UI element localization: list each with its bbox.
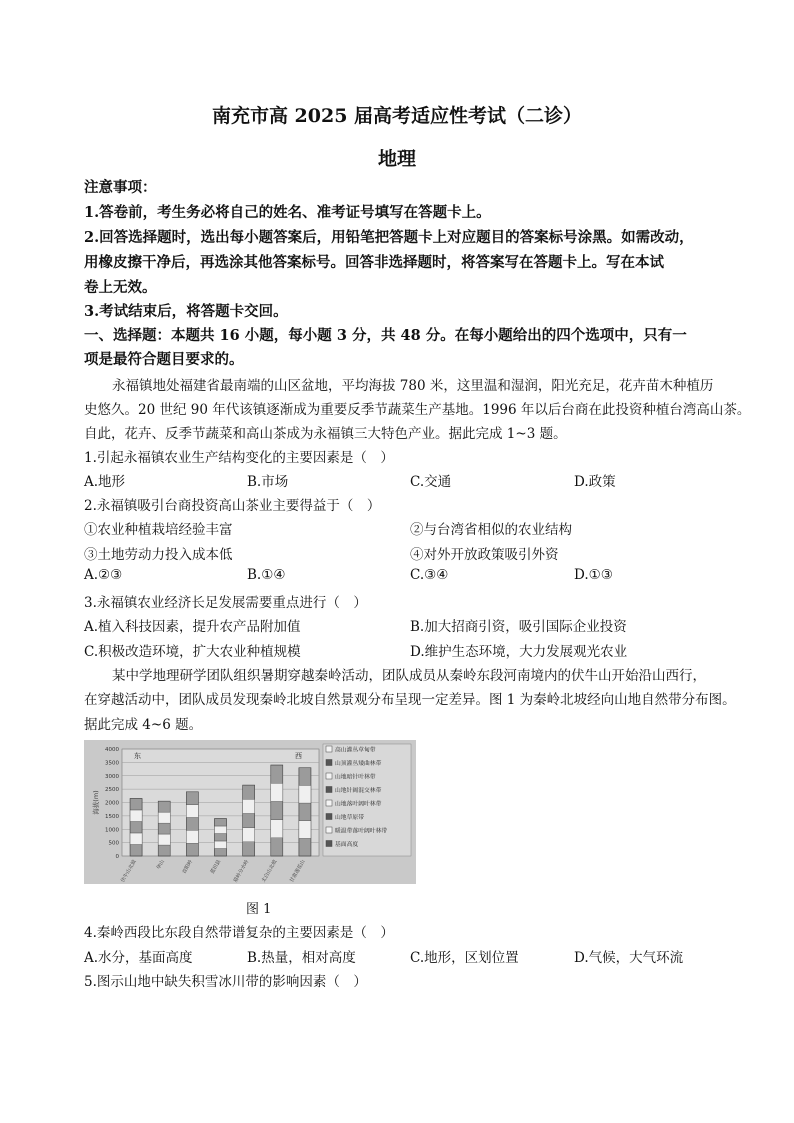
legend-swatch [326,760,332,766]
legend-label: 山地针阔混交林带 [335,788,382,794]
bar-band [243,842,255,856]
bar-band [215,819,227,826]
legend-swatch [326,746,332,752]
direction-east-label: 东 [134,752,141,760]
legend-swatch [326,787,332,793]
bar-band [186,792,198,805]
note-item: 1.答卷前，考生务必将自己的姓名、准考证号填写在答题卡上。 [84,204,491,221]
bar-band [158,845,170,856]
legend-label: 高山灌丛草甸带 [335,747,376,754]
bar-band [243,799,255,813]
legend-label: 山地暗针叶林带 [335,774,376,781]
notes-heading: 注意事项： [84,179,157,196]
chart-svg [84,740,416,884]
bar-band [130,810,142,822]
bar-band [130,844,142,856]
bar-band [130,833,142,845]
legend-label: 山地草原带 [335,815,364,821]
bar-band [271,838,283,856]
page-title: 南充市高 2025 届高考适应性考试（二诊） [211,105,583,127]
bar-band [215,834,227,841]
bar-band [186,817,198,830]
bar-band [243,785,255,799]
figure-caption: 图 1 [246,902,272,917]
note-item: 2.回答选择题时，选出每小题答案后，用铅笔把答题卡上对应题目的答案标号涂黑。如需改动， [84,229,694,246]
bar-band [158,801,170,812]
option-c[interactable]: C.积极改造环境，扩大农业种植规模 [84,644,301,660]
legend-label: 基面高度 [335,842,359,848]
option-a[interactable]: A.水分，基面高度 [84,950,193,966]
option-c[interactable]: C.③④ [410,567,449,583]
legend-swatch [326,827,332,833]
bar-band [271,801,283,819]
passage-line: 某中学地理研学团队组织暑期穿越秦岭活动，团队成员从秦岭东段河南境内的伏牛山开始沿山西行， [112,668,706,684]
statement-item: ③土地劳动力投入成本低 [84,547,233,563]
x-tick-label: 华山 [155,859,166,871]
direction-west-label: 西 [295,752,302,760]
bar-band [158,834,170,845]
question-stem: 3.永福镇农业经济长足发展需要重点进行（ ） [84,595,367,611]
option-b[interactable]: B.热量，相对高度 [247,950,356,966]
option-c[interactable]: C.地形，区划位置 [410,950,519,966]
legend-label: 暖温带落叶阔叶林带 [335,828,388,835]
option-c[interactable]: C.交通 [410,474,452,490]
legend-swatch [326,841,332,847]
statement-item: ①农业种植栽培经验丰富 [84,522,233,538]
passage-line: 自此，花卉、反季节蔬菜和高山茶成为永福镇三大特色产业。据此完成 1~3 题。 [84,426,567,442]
bar-band [299,785,311,803]
bar-band [158,812,170,823]
bar-band [186,843,198,856]
bar-band [130,798,142,810]
section-heading: 一、选择题：本题共 16 小题，每小题 3 分，共 48 分。在每小题给出的四个选项中，只有一 [84,327,687,344]
y-tick-label: 3000 [105,773,119,780]
bar-band [299,768,311,786]
y-tick-label: 2000 [105,800,119,807]
question-stem: 4.秦岭西段比东段自然带谱复杂的主要因素是（ ） [84,925,394,941]
bar-band [299,803,311,821]
passage-line: 据此完成 4~6 题。 [84,717,203,733]
option-a[interactable]: A.②③ [84,567,123,583]
option-a[interactable]: A.植入科技因素，提升农产品附加值 [84,619,301,635]
option-d[interactable]: D.①③ [574,567,613,583]
note-item: 卷上无效。 [84,279,157,296]
bar-band [243,828,255,842]
option-d[interactable]: D.气候，大气环流 [574,950,684,966]
bar-band [215,841,227,848]
passage-line: 永福镇地处福建省最南端的山区盆地，平均海拔 780 米，这里温和湿润，阳光充足，花卉苗木种植历 [112,378,714,394]
y-tick-label: 4000 [105,747,119,753]
y-tick-label: 2500 [105,787,119,794]
x-tick-label: 首阳岭 [181,859,195,876]
bar-band [299,821,311,839]
option-b[interactable]: B.市场 [247,474,289,490]
x-tick-label: 伏牛山北坡 [120,859,138,884]
legend-swatch [326,800,332,806]
bar-band [271,765,283,783]
y-tick-label: 500 [108,840,119,847]
y-tick-label: 0 [115,854,119,860]
y-tick-label: 1000 [105,827,119,834]
question-stem: 5.图示山地中缺失积雪冰川带的影响因素（ ） [84,974,367,990]
subject-title: 地理 [377,148,416,170]
bar-band [158,823,170,834]
bar-band [271,820,283,838]
legend-swatch [326,773,332,779]
passage-line: 史悠久。20 世纪 90 年代该镇逐渐成为重要反季节蔬菜生产基地。1996 年以后台商在此投资种植台湾高山茶。 [84,402,751,418]
question-stem: 1.引起永福镇农业生产结构变化的主要因素是（ ） [84,450,394,466]
question-stem: 2.永福镇吸引台商投资高山茶业主要得益于（ ） [84,498,381,514]
option-d[interactable]: D.政策 [574,474,616,490]
statement-item: ④对外开放政策吸引外资 [410,547,559,563]
option-d[interactable]: D.维护生态环境，大力发展观光农业 [410,644,628,660]
note-item: 3.考试结束后，将答题卡交回。 [84,303,288,320]
legend-label: 山地落叶阔叶林带 [335,801,382,808]
statement-item: ②与台湾省相似的农业结构 [410,522,572,538]
bar-band [243,813,255,827]
y-axis-label: 海拔(m) [92,790,100,815]
x-tick-label: 眉岭分水岭 [232,859,251,884]
x-tick-label: 蓝田县 [209,859,223,876]
x-tick-label: 太白山北坡 [260,859,279,884]
y-tick-label: 3500 [105,760,119,767]
bar-band [186,830,198,843]
legend-swatch [326,814,332,820]
figure-1 [84,740,416,884]
passage-line: 在穿越活动中，团队成员发现秦岭北坡自然景观分布呈现一定差异。图 1 为秦岭北坡经向山地自然带分布图。 [84,692,736,708]
bar-band [130,821,142,833]
option-a[interactable]: A.地形 [84,474,126,490]
bar-band [215,849,227,856]
bar-band [186,805,198,818]
section-heading: 项是最符合题目要求的。 [84,351,244,368]
option-b[interactable]: B.①④ [247,567,286,583]
option-b[interactable]: B.加大招商引资，吸引国际企业投资 [410,619,627,635]
x-tick-label: 甘肃莲花山 [288,859,307,884]
bar-band [215,826,227,833]
legend-label: 山顶灌丛矮曲林带 [335,761,382,767]
bar-band [271,783,283,801]
y-tick-label: 1500 [105,813,119,820]
bar-band [299,838,311,856]
note-item: 用橡皮擦干净后，再选涂其他答案标号。回答非选择题时，将答案写在答题卡上。写在本试 [84,254,664,271]
